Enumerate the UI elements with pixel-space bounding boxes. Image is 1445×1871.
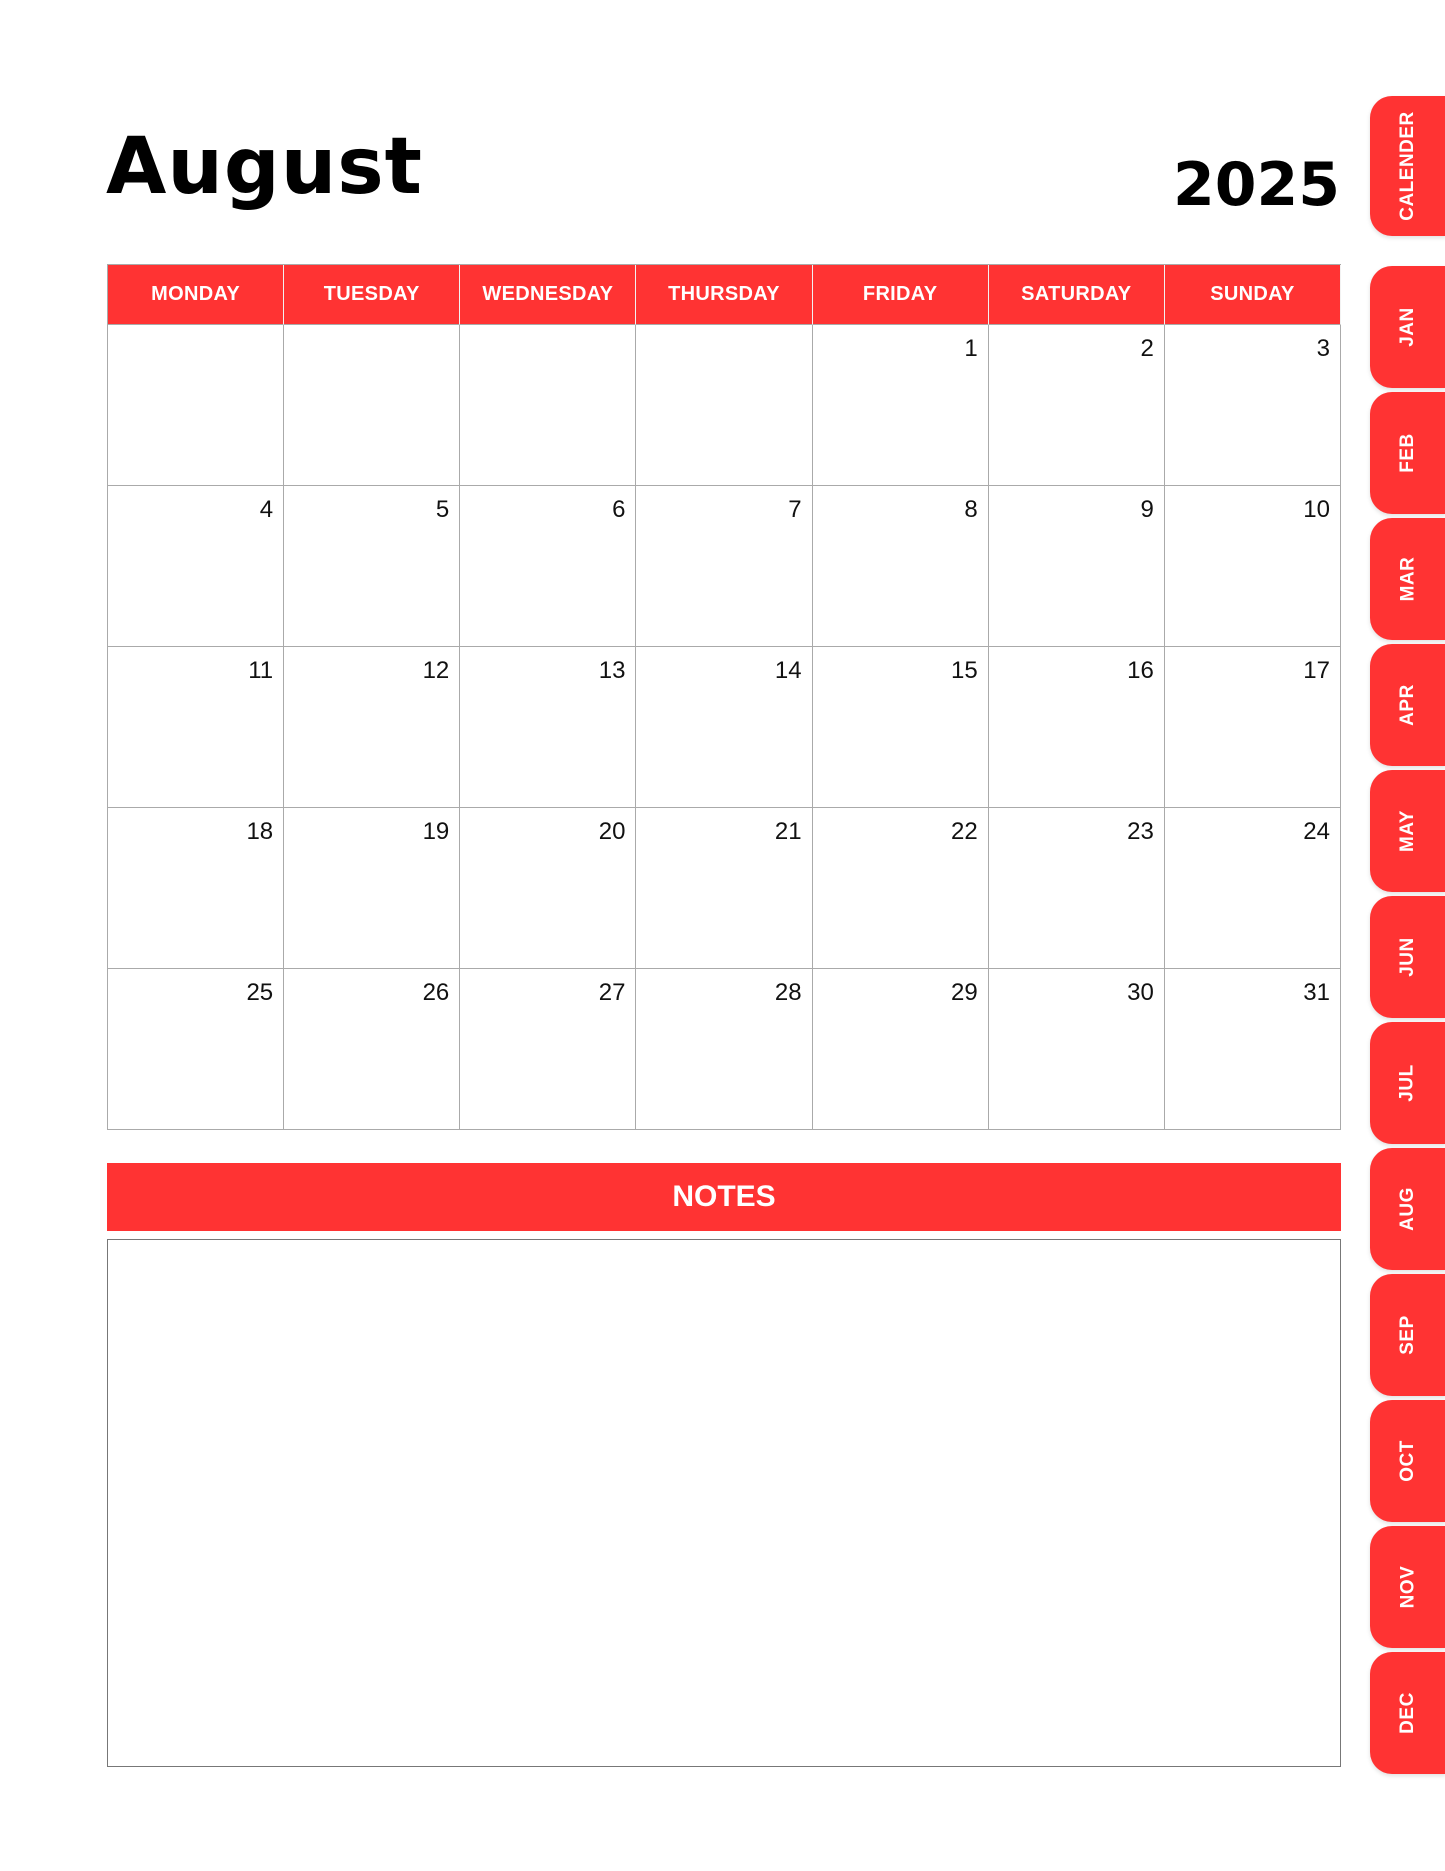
day-number: 21 [774,818,802,845]
day-number: 8 [964,496,978,523]
weekday-header-saturday: SATURDAY [989,265,1165,325]
day-cell[interactable] [1165,808,1341,969]
day-cell[interactable] [813,486,989,647]
day-cell[interactable] [284,325,460,486]
tab-aug[interactable] [1370,1148,1445,1270]
day-number: 10 [1303,496,1330,523]
tab-nov[interactable] [1370,1526,1445,1648]
day-cell[interactable] [636,647,812,808]
day-cell[interactable] [284,808,460,969]
weekday-header-sunday: SUNDAY [1165,265,1341,325]
day-number: 24 [1303,818,1330,845]
day-number: 22 [951,818,978,845]
day-number: 25 [246,979,274,1006]
day-cell[interactable] [460,325,636,486]
day-cell[interactable] [636,808,812,969]
day-cell[interactable] [108,647,284,808]
day-number: 27 [598,979,626,1006]
day-number: 1 [964,335,978,362]
tab-label: SEP [1397,1315,1418,1355]
day-number: 13 [598,657,626,684]
notes-header: NOTES [107,1163,1341,1231]
day-number: 26 [422,979,450,1006]
day-cell[interactable] [989,808,1165,969]
day-number: 5 [435,496,450,523]
tab-label: MAY [1396,810,1418,852]
notes-area[interactable] [107,1239,1341,1767]
day-cell[interactable] [636,969,812,1130]
day-cell[interactable] [1165,325,1341,486]
day-cell[interactable] [989,647,1165,808]
day-cell[interactable] [1165,969,1341,1130]
day-cell[interactable] [989,325,1165,486]
day-number: 12 [422,657,450,684]
tab-label: AUG [1396,1187,1418,1231]
day-cell[interactable] [284,969,460,1130]
day-number: 19 [422,818,450,845]
day-number: 15 [951,657,978,684]
day-cell[interactable] [636,325,812,486]
day-number: 31 [1303,979,1330,1006]
day-number: 28 [774,979,802,1006]
weekday-header-monday: MONDAY [108,265,284,325]
tab-sep[interactable] [1370,1274,1445,1396]
tab-oct[interactable] [1370,1400,1445,1522]
tab-label: APR [1397,684,1418,726]
tab-apr[interactable] [1370,644,1445,766]
tab-jul[interactable] [1370,1022,1445,1144]
tab-label: DEC [1397,1692,1418,1734]
day-number: 3 [1316,335,1330,362]
tab-label: OCT [1396,1440,1418,1482]
day-cell[interactable] [460,647,636,808]
day-number: 6 [612,496,626,523]
day-cell[interactable] [636,486,812,647]
day-cell[interactable] [284,647,460,808]
day-cell[interactable] [813,808,989,969]
day-cell[interactable] [108,486,284,647]
tab-label: JUL [1397,1064,1418,1102]
day-number: 14 [774,657,802,684]
tab-mar[interactable] [1370,518,1445,640]
tab-label: MAR [1397,556,1418,602]
weekday-header-thursday: THURSDAY [636,265,812,325]
day-number: 30 [1127,979,1154,1006]
day-number: 9 [1140,496,1154,523]
day-cell[interactable] [813,647,989,808]
tab-label: NOV [1397,1565,1418,1609]
tab-label: JUN [1396,937,1418,977]
day-cell[interactable] [1165,486,1341,647]
weekday-header-friday: FRIDAY [813,265,989,325]
day-cell[interactable] [108,808,284,969]
day-cell[interactable] [108,969,284,1130]
year-title: 2025 [1173,150,1340,220]
month-title: August [106,122,423,212]
tab-label: FEB [1397,433,1418,473]
day-number: 11 [248,657,274,684]
day-cell[interactable] [460,486,636,647]
tab-dec[interactable] [1370,1652,1445,1774]
day-cell[interactable] [1165,647,1341,808]
weekday-header-wednesday: WEDNESDAY [460,265,636,325]
tab-may[interactable] [1370,770,1445,892]
day-number: 7 [788,496,802,523]
day-number: 23 [1127,818,1154,845]
tab-calender[interactable] [1370,96,1445,236]
day-cell[interactable] [813,325,989,486]
weekday-header-tuesday: TUESDAY [284,265,460,325]
day-number: 18 [246,818,274,845]
day-cell[interactable] [989,969,1165,1130]
tab-label: JAN [1396,307,1418,347]
tab-label: CALENDER [1397,111,1418,221]
tab-feb[interactable] [1370,392,1445,514]
day-cell[interactable] [460,969,636,1130]
tab-jan[interactable] [1370,266,1445,388]
day-number: 16 [1127,657,1154,684]
day-number: 20 [598,818,626,845]
day-number: 29 [951,979,978,1006]
tab-jun[interactable] [1370,896,1445,1018]
day-cell[interactable] [813,969,989,1130]
day-cell[interactable] [989,486,1165,647]
calendar-grid [107,264,1341,1130]
day-number: 2 [1140,335,1154,362]
day-number: 4 [259,496,274,523]
day-cell[interactable] [108,325,284,486]
day-cell[interactable] [460,808,636,969]
day-number: 17 [1303,657,1330,684]
day-cell[interactable] [284,486,460,647]
